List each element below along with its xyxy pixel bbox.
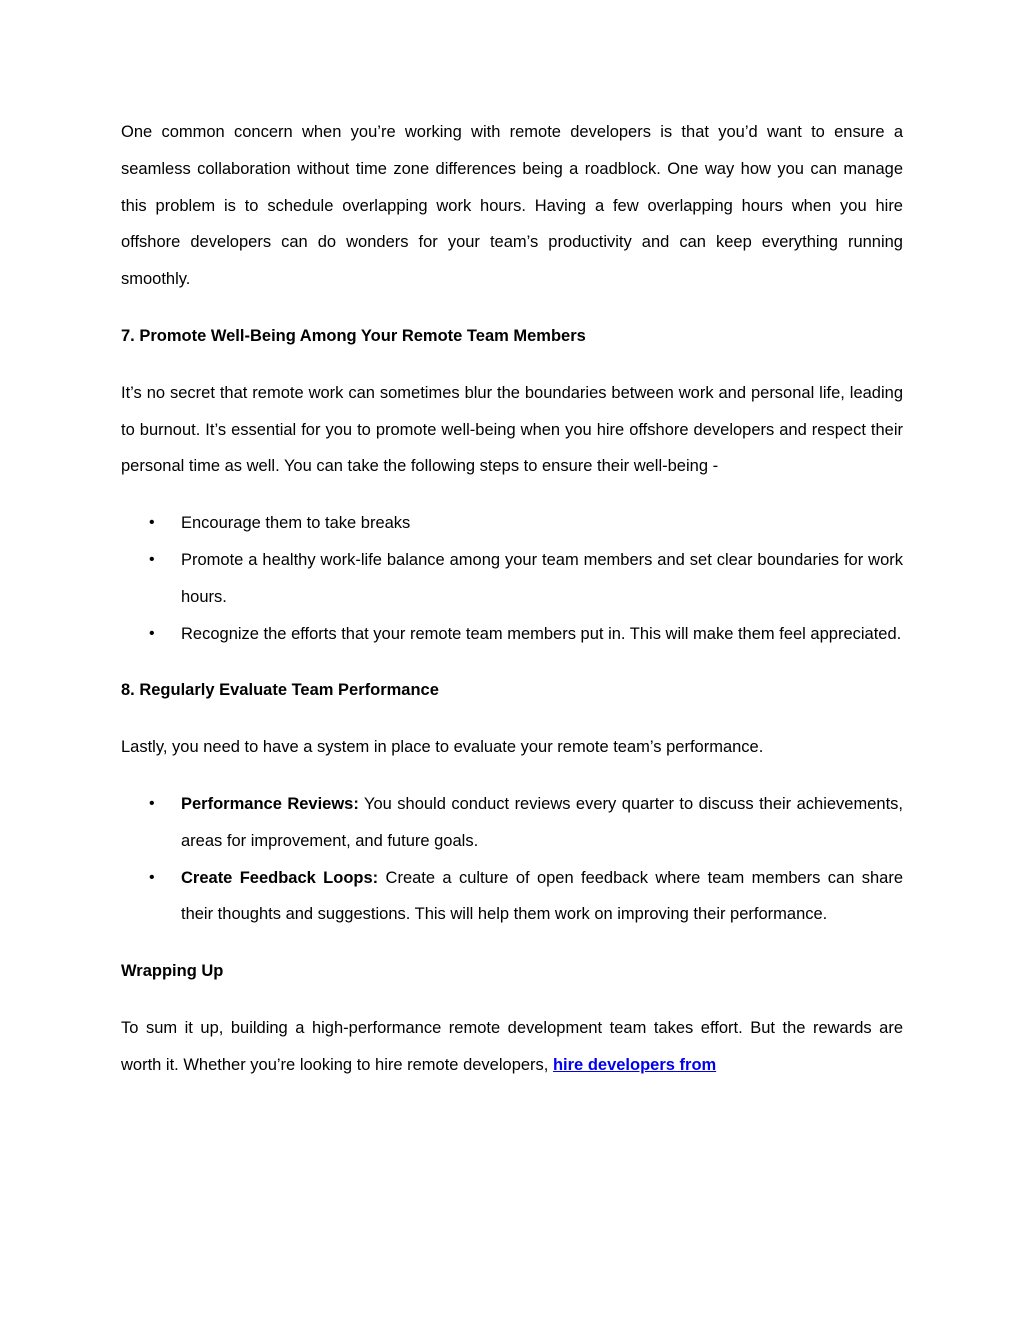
section-7-heading: 7. Promote Well-Being Among Your Remote Team Members [121,326,586,345]
document-page [121,114,903,1084]
list-item [121,860,903,934]
well-being-list [121,505,903,652]
list-item [121,616,903,653]
bullet-icon: • [149,868,155,886]
wrapping-up-heading: Wrapping Up [121,962,224,981]
list-item [121,505,903,542]
list-item [121,542,903,616]
section-7-paragraph: It’s no secret that remote work can sometimes blur the boundaries between work and personal life, leading to burnout. It’s essential for you to promote well-being when you hire offshore developers and respect their personal time as well. You can take the following steps to ensure their well-being - [121,383,903,476]
bullet-icon: • [149,514,155,532]
hire-developers-link[interactable]: hire developers from [552,1055,717,1074]
section-8-paragraph: Lastly, you need to have a system in place to evaluate your remote team’s performance. [121,738,764,757]
bullet-icon: • [149,624,155,642]
bullet-icon: • [149,550,155,568]
wrapping-up-text: To sum it up, building a high-performance remote development team takes effort. But the rewards are worth it. Whether you’re looking to hire remote developers, [121,1018,903,1074]
list-item-text: You should conduct reviews every quarter to discuss their achievements, areas for improvement, and future goals. [181,794,904,850]
list-item-text: Promote a healthy work-life balance among your team members and set clear boundaries for work hours. [181,550,903,606]
list-item [121,786,903,860]
wrapping-up-paragraph [121,1010,903,1084]
list-item-text: Create a culture of open feedback where team members can share their thoughts and suggestions. This will help them work on improving their performance. [181,868,903,924]
list-item-text: Recognize the efforts that your remote team members put in. This will make them feel appreciated. [181,624,902,643]
list-item-lead: Performance Reviews: [181,794,359,813]
performance-list [121,786,903,933]
section-8-heading: 8. Regularly Evaluate Team Performance [121,681,439,700]
bullet-icon: • [149,794,155,812]
list-item-text: Encourage them to take breaks [181,514,411,533]
intro-paragraph: One common concern when you’re working with remote developers is that you’d want to ensure a seamless collaboration without time zone differences being a roadblock. One way how you can manage this problem is to schedule overlapping work hours. Having a few overlapping hours when you hire offshore developers can do wonders for your team’s productivity and can keep everything running smoothly. [121,123,903,289]
list-item-lead: Create Feedback Loops: [181,868,379,887]
